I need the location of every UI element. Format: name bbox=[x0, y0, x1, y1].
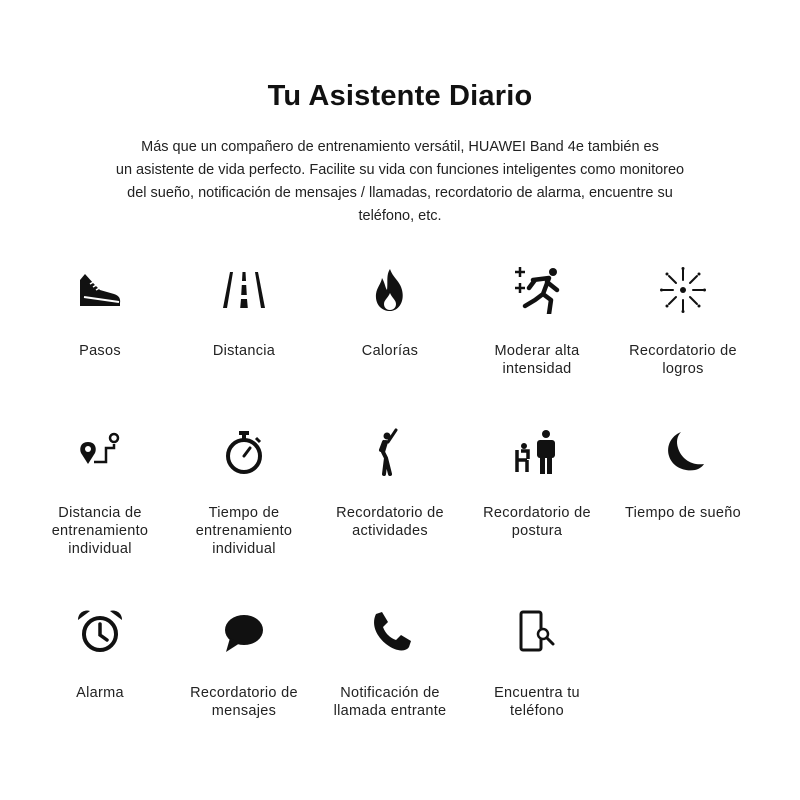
feature-label: Notificación de llamada entrante bbox=[333, 685, 447, 719]
feature-label: Recordatorio de postura bbox=[483, 505, 591, 539]
feature-label: Tiempo de sueño bbox=[624, 505, 741, 521]
feature-label: Tiempo de entrenamiento individual bbox=[195, 505, 293, 557]
feature-label: Alarma bbox=[76, 685, 124, 701]
feature-individual-distance bbox=[25, 428, 175, 558]
feature-label: Recordatorio de mensajes bbox=[190, 685, 298, 719]
phone-search-icon bbox=[513, 608, 561, 656]
road-icon bbox=[220, 266, 268, 314]
shoe-icon bbox=[76, 266, 124, 314]
flame-icon bbox=[366, 266, 414, 314]
feature-posture-reminder bbox=[462, 428, 612, 540]
feature-steps bbox=[25, 266, 175, 360]
feature-find-phone bbox=[462, 608, 612, 720]
stretching-person-icon bbox=[366, 428, 414, 476]
feature-label: Distancia bbox=[212, 343, 276, 359]
feature-alarm bbox=[25, 608, 175, 702]
phone-icon bbox=[366, 608, 414, 656]
route-pin-icon bbox=[76, 428, 124, 476]
alarm-clock-icon bbox=[76, 608, 124, 656]
feature-label: Pasos bbox=[79, 343, 121, 359]
stopwatch-icon bbox=[220, 428, 268, 476]
page-title: Tu Asistente Diario bbox=[267, 80, 533, 112]
posture-icon bbox=[513, 428, 561, 476]
speech-bubble-icon bbox=[220, 608, 268, 656]
feature-activity-reminder bbox=[315, 428, 465, 540]
feature-label: Recordatorio de logros bbox=[629, 343, 737, 377]
feature-label: Encuentra tu teléfono bbox=[494, 685, 580, 719]
feature-label: Recordatorio de actividades bbox=[336, 505, 444, 539]
feature-message-reminder bbox=[169, 608, 319, 720]
feature-distance bbox=[169, 266, 319, 360]
feature-individual-time bbox=[169, 428, 319, 558]
feature-label: Calorías bbox=[361, 343, 419, 359]
feature-sleep-time bbox=[608, 428, 758, 522]
moon-icon bbox=[659, 428, 707, 476]
feature-high-intensity bbox=[462, 266, 612, 378]
feature-achievements bbox=[608, 266, 758, 378]
firework-icon bbox=[659, 266, 707, 314]
runner-icon bbox=[513, 266, 561, 314]
feature-incoming-call bbox=[315, 608, 465, 720]
feature-label: Moderar alta intensidad bbox=[494, 343, 580, 377]
feature-calories bbox=[315, 266, 465, 360]
intro-description: Más que un compañero de entrenamiento versátil, HUAWEI Band 4e también es un asistente de vida perfecto. Facilite su vida con funciones inteligentes como monitoreo del sueño, notificación de mensajes / llamadas, recordatorio de alarma, encuentre su teléfono, etc. bbox=[115, 139, 685, 224]
feature-label: Distancia de entrenamiento individual bbox=[51, 505, 149, 557]
